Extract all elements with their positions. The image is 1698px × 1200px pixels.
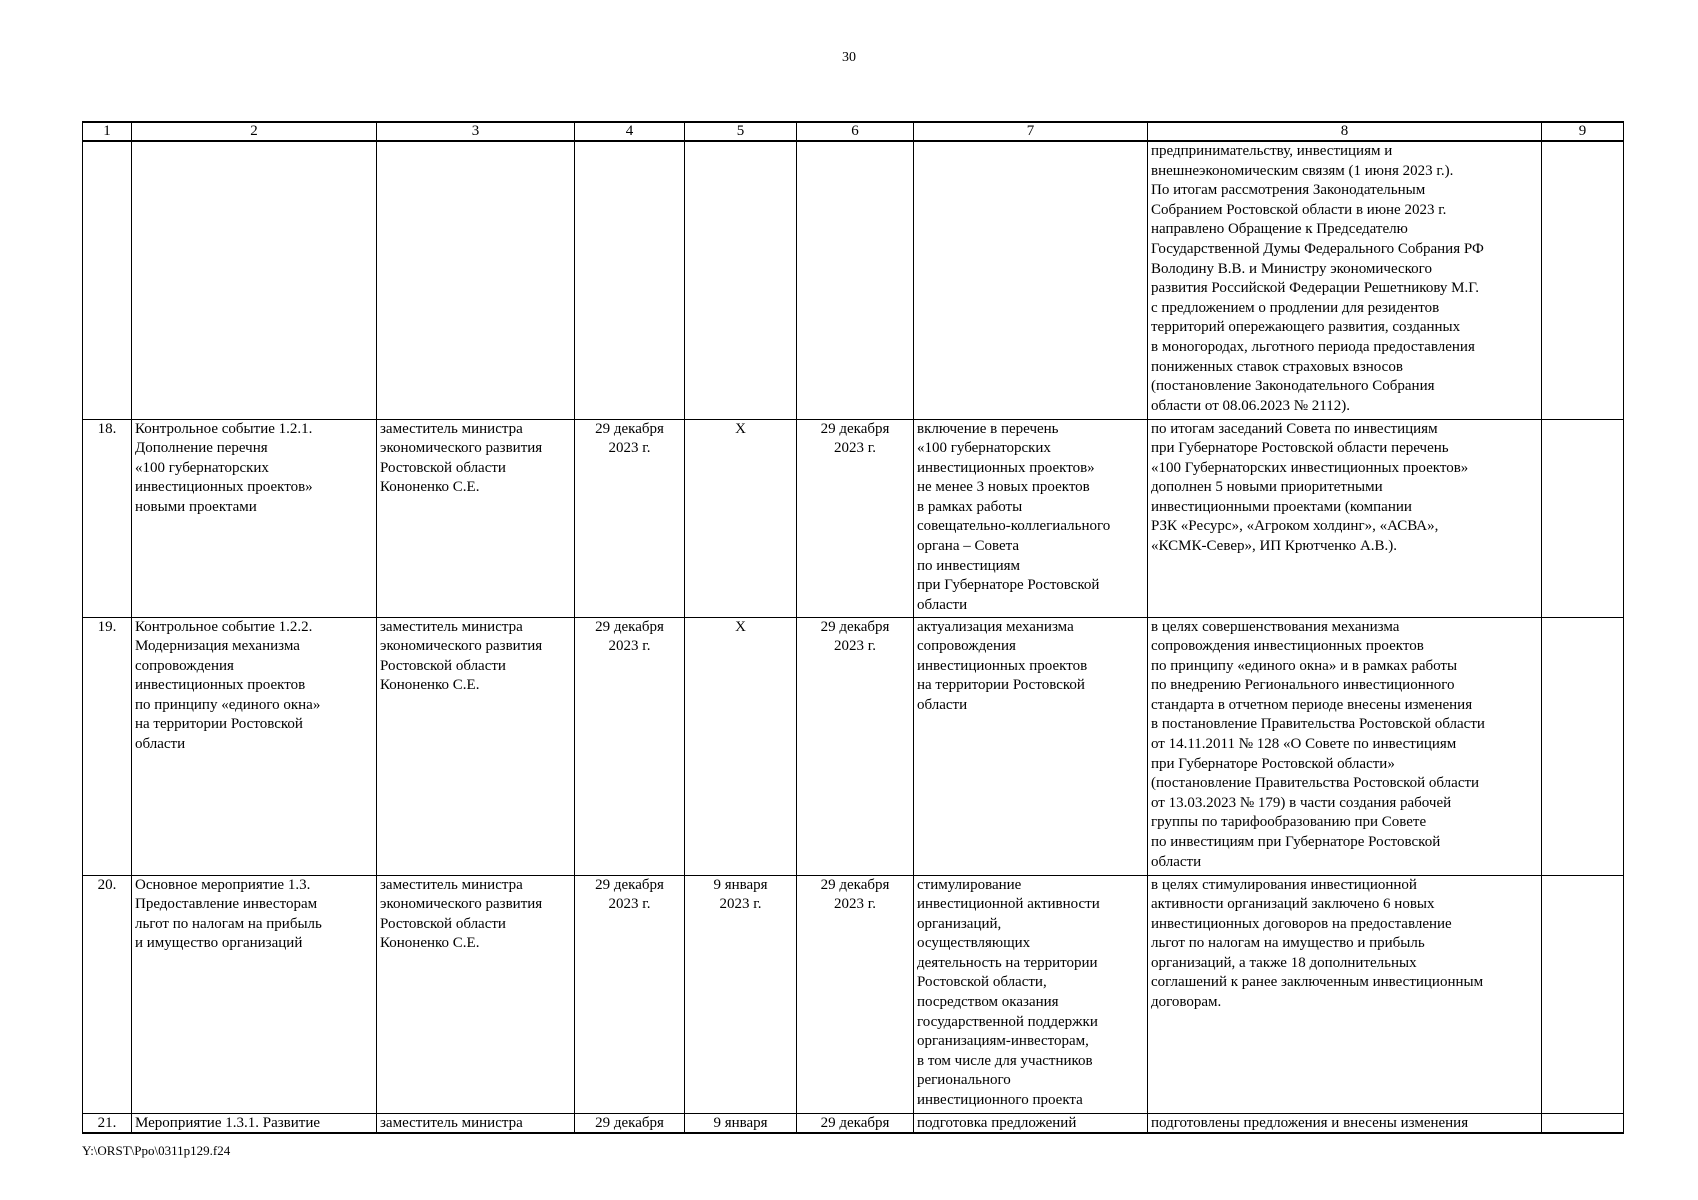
table-header-row: [83, 122, 1624, 141]
table-row: [83, 1113, 1624, 1133]
actual-end: 29 декабря 2023 г.: [797, 419, 914, 617]
actual-result: в целях стимулирования инвестиционной активности организаций заключено 6 новых инвестиционных договоров на предоставление льгот по налогам на имущество и прибыль организаций, а также 18 дополнительных соглашений к ранее заключенным инвестиционным договорам.: [1148, 875, 1542, 1113]
planned-date: 29 декабря: [575, 1113, 685, 1133]
planned-date: 29 декабря 2023 г.: [575, 419, 685, 617]
actual-end: 29 декабря 2023 г.: [797, 875, 914, 1113]
actual-end: [797, 141, 914, 419]
row-number: 20.: [83, 875, 132, 1113]
expected-result: актуализация механизма сопровождения инвестиционных проектов на территории Ростовской области: [914, 617, 1148, 875]
page-number: 30: [842, 50, 856, 65]
column-header: 7: [914, 122, 1148, 141]
table-row: [83, 419, 1624, 617]
actual-result: в целях совершенствования механизма сопровождения инвестиционных проектов по принципу «единого окна» и в рамках работы по внедрению Регионального инвестиционного стандарта в отчетном периоде внесены изменения в постановление Правительства Ростовской области от 14.11.2011 № 128 «О Совете по инвестициям при Губернаторе Ростовской области» (постановление Правительства Ростовской области от 13.03.2023 № 179) в части создания рабочей группы по тарифообразованию при Совете по инвестициям при Губернаторе Ростовской области: [1148, 617, 1542, 875]
responsible: заместитель министра экономического развития Ростовской области Кононенко С.Е.: [377, 875, 575, 1113]
actual-result: подготовлены предложения и внесены изменения: [1148, 1113, 1542, 1133]
responsible: [377, 141, 575, 419]
column-header: 3: [377, 122, 575, 141]
planned-date: 29 декабря 2023 г.: [575, 875, 685, 1113]
column-header: 1: [83, 122, 132, 141]
responsible: заместитель министра: [377, 1113, 575, 1133]
planned-date: [575, 141, 685, 419]
row-number: [83, 141, 132, 419]
column-header: 4: [575, 122, 685, 141]
planned-date: 29 декабря 2023 г.: [575, 617, 685, 875]
report-table: [82, 121, 1624, 1134]
responsible: заместитель министра экономического развития Ростовской области Кононенко С.Е.: [377, 617, 575, 875]
note: [1542, 141, 1624, 419]
note: [1542, 419, 1624, 617]
actual-start: 9 января: [685, 1113, 797, 1133]
measure-name: Контрольное событие 1.2.1. Дополнение перечня «100 губернаторских инвестиционных проектов» новыми проектами: [132, 419, 377, 617]
note: [1542, 1113, 1624, 1133]
actual-result: предпринимательству, инвестициям и внешнеэкономическим связям (1 июня 2023 г.). По итогам рассмотрения Законодательным Собранием Ростовской области в июне 2023 г. направлено Обращение к Председателю Государственной Думы Федерального Собрания РФ Володину В.В. и Министру экономического развития Российской Федерации Решетникову М.Г. с предложением о продлении для резидентов территорий опережающего развития, созданных в моногородах, льготного периода предоставления пониженных ставок страховых взносов (постановление Законодательного Собрания области от 08.06.2023 № 2112).: [1148, 141, 1542, 419]
row-number: 21.: [83, 1113, 132, 1133]
expected-result: включение в перечень «100 губернаторских инвестиционных проектов» не менее 3 новых проектов в рамках работы совещательно-коллегиального органа – Совета по инвестициям при Губернаторе Ростовской области: [914, 419, 1148, 617]
row-number: 18.: [83, 419, 132, 617]
actual-result: по итогам заседаний Совета по инвестициям при Губернаторе Ростовской области перечень «100 Губернаторских инвестиционных проектов» дополнен 5 новыми приоритетными инвестиционными проектами (компании РЗК «Ресурс», «Агроком холдинг», «АСВА», «КСМК-Север», ИП Крютченко А.В.).: [1148, 419, 1542, 617]
expected-result: подготовка предложений: [914, 1113, 1148, 1133]
measure-name: Основное мероприятие 1.3. Предоставление инвесторам льгот по налогам на прибыль и имущество организаций: [132, 875, 377, 1113]
expected-result: стимулирование инвестиционной активности организаций, осуществляющих деятельность на территории Ростовской области, посредством оказания государственной поддержки организациям-инвесторам, в том числе для участников регионального инвестиционного проекта: [914, 875, 1148, 1113]
column-header: 6: [797, 122, 914, 141]
actual-start: [685, 141, 797, 419]
table-row: [83, 875, 1624, 1113]
measure-name: Контрольное событие 1.2.2. Модернизация механизма сопровождения инвестиционных проектов по принципу «единого окна» на территории Ростовской области: [132, 617, 377, 875]
note: [1542, 617, 1624, 875]
actual-end: 29 декабря 2023 г.: [797, 617, 914, 875]
table-row: [83, 141, 1624, 419]
column-header: 2: [132, 122, 377, 141]
file-path-footer: Y:\ORST\Ppo\0311p129.f24: [82, 1143, 231, 1158]
measure-name: Мероприятие 1.3.1. Развитие: [132, 1113, 377, 1133]
actual-end: 29 декабря: [797, 1113, 914, 1133]
column-header: 9: [1542, 122, 1624, 141]
actual-start: Х: [685, 617, 797, 875]
column-header: 5: [685, 122, 797, 141]
column-header: 8: [1148, 122, 1542, 141]
table-row: [83, 617, 1624, 875]
actual-start: Х: [685, 419, 797, 617]
expected-result: [914, 141, 1148, 419]
row-number: 19.: [83, 617, 132, 875]
measure-name: [132, 141, 377, 419]
note: [1542, 875, 1624, 1113]
actual-start: 9 января 2023 г.: [685, 875, 797, 1113]
responsible: заместитель министра экономического развития Ростовской области Кононенко С.Е.: [377, 419, 575, 617]
